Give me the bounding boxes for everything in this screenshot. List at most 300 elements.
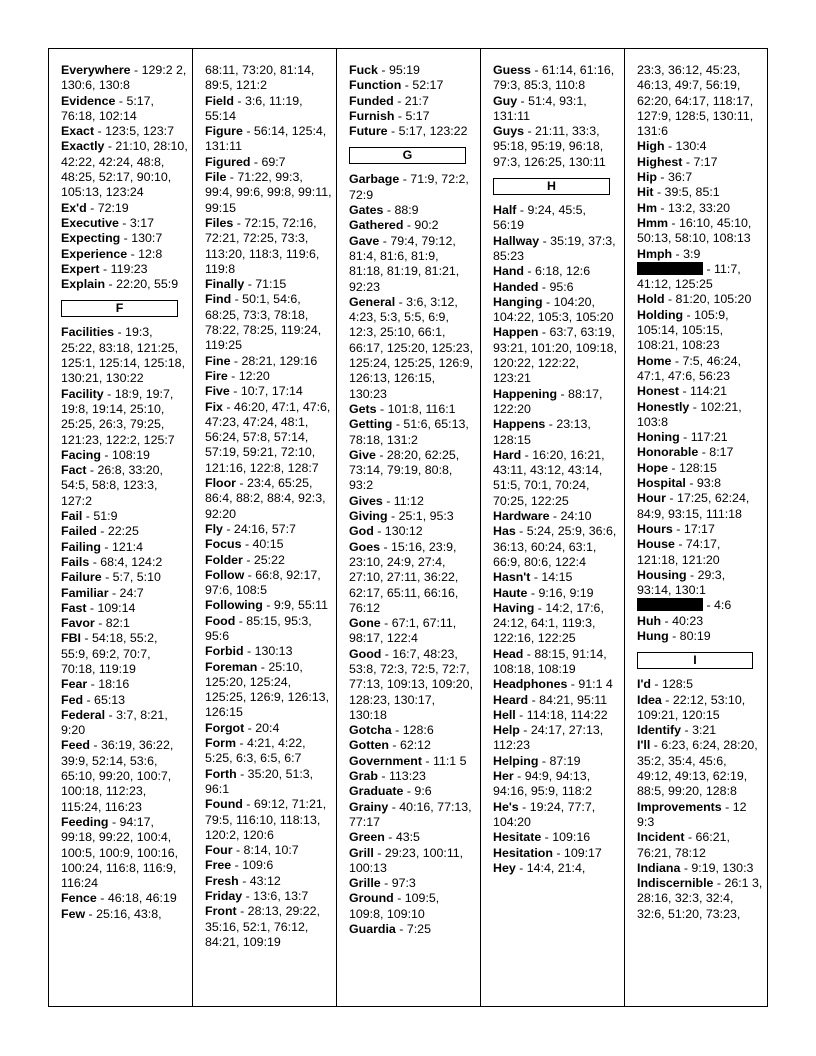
page-line-references: 117:21 — [690, 430, 728, 445]
index-entry: Gone - 67:1, 67:11, 98:17, 122:4 — [349, 616, 457, 646]
index-entry: I'll - 6:23, 6:24, 28:20, 35:2, 35:4, 45:6, 49:12, 49:13, 62:19, 88:5, 99:20, 128:8 — [637, 738, 758, 799]
index-term: Highest — [637, 154, 683, 169]
index-term: I'd — [637, 677, 651, 692]
page-line-references: 109:5, 109:8, 109:10 — [349, 891, 440, 921]
page-line-references: 28:21, 129:16 — [241, 353, 318, 368]
page-line-references: 11:1 5 — [433, 753, 467, 768]
index-term: Honest — [637, 384, 679, 399]
page-line-references: 19:3, 25:22, 83:18, 121:25, 125:1, 125:14, 125:18, 130:21, 130:22 — [61, 325, 186, 386]
index-term: Hand — [493, 264, 524, 279]
page-line-references: 88:17, 122:20 — [493, 386, 603, 416]
page-line-references: 66:21, 76:21, 78:12 — [637, 830, 730, 860]
page-line-references: 128:6 — [402, 723, 434, 738]
page-line-references: 18:16 — [98, 677, 130, 692]
index-entry: Guy - 51:4, 93:1, 131:11 — [493, 93, 587, 123]
index-term: Giving — [349, 509, 388, 524]
page-line-references: 25:10, 125:20, 125:24, 125:25, 126:9, 126:13, 126:15 — [205, 659, 330, 720]
page-line-references: 3:7, 8:21, 9:20 — [61, 707, 168, 738]
index-term: Hesitate — [493, 830, 542, 845]
index-entry: Folder - 25:22 — [205, 552, 285, 567]
index-entry: Fence - 46:18, 46:19 — [61, 891, 177, 906]
page-line-references: 16:20, 16:21, 43:11, 43:12, 43:14, 51:5, 70:1, 70:24, 70:25, 122:25 — [493, 447, 605, 508]
index-entry: Hardware - 24:10 — [493, 509, 592, 524]
index-entry: Everywhere - 129:2 2, 130:6, 130:8 — [61, 63, 187, 93]
index-term: Identify — [637, 723, 682, 738]
index-entry: Front - 28:13, 29:22, 35:16, 52:1, 76:12, 84:21, 109:19 — [205, 904, 321, 949]
index-entry: Files - 72:15, 72:16, 72:21, 72:25, 73:3, 113:20, 118:3, 119:6, 119:8 — [205, 215, 320, 276]
index-entry: FBI - 54:18, 55:2, 55:9, 69:2, 70:7, 70:18, 119:19 — [61, 631, 158, 676]
index-entry: Having - 14:2, 17:6, 24:12, 64:1, 119:3, 122:16, 122:25 — [493, 600, 604, 646]
index-entry: Evidence - 5:17, 76:18, 102:14 — [61, 93, 154, 123]
page-line-references: 114:21 — [690, 384, 727, 399]
index-entry: Incident - 66:21, 76:21, 78:12 — [637, 830, 730, 860]
index-entry: Gotcha - 128:6 — [349, 723, 434, 738]
page-line-references: 119:23 — [110, 261, 148, 276]
page-line-references: 109:6 — [242, 858, 274, 873]
page-line-references: 12:8 — [138, 246, 163, 261]
index-entry: Gets - 101:8, 116:1 — [349, 401, 456, 416]
index-term: Guy — [493, 93, 518, 108]
page-line-references: 5:17, 76:18, 102:14 — [61, 93, 154, 123]
index-term: Explain — [61, 277, 106, 292]
index-term: Foreman — [205, 659, 258, 674]
index-entry: Giving - 25:1, 95:3 — [349, 509, 454, 524]
index-entry: Grainy - 40:16, 77:13, 77:17 — [349, 799, 472, 829]
index-entry: Honestly - 102:21, 103:8 — [637, 399, 742, 429]
index-column-4 — [481, 49, 625, 1006]
index-term: Fact — [61, 463, 87, 478]
index-term: Grille — [349, 876, 381, 891]
index-term: Fast — [61, 600, 87, 615]
index-term: Incident — [637, 830, 685, 845]
index-entry: Help - 24:17, 27:13, 112:23 — [493, 723, 604, 753]
index-column-5 — [625, 49, 767, 1006]
page-line-references: 61:14, 61:16, 79:3, 85:3, 110:8 — [493, 63, 615, 93]
page-line-references: 67:1, 67:11, 98:17, 122:4 — [349, 616, 457, 646]
page-line-references: 109:17 — [563, 845, 602, 860]
page-line-references: 87:19 — [549, 753, 581, 768]
index-entry: House - 74:17, 121:18, 121:20 — [637, 537, 721, 567]
page-line-references: 25:1, 95:3 — [398, 509, 454, 524]
index-term: Finally — [205, 277, 245, 292]
index-term: Favor — [61, 616, 95, 631]
page-line-references: 88:15, 91:14, 108:18, 108:19 — [493, 646, 607, 676]
index-entry: Garbage - 71:9, 72:2, 72:9 — [349, 172, 469, 202]
index-term: Indiscernible — [637, 876, 714, 891]
index-term: Hm — [637, 200, 657, 215]
page-line-references: 22:20, 55:9 — [116, 277, 179, 292]
page-line-references: 69:12, 71:21, 79:5, 116:10, 118:13, 120:2, 120:6 — [205, 797, 327, 842]
index-term: Hope — [637, 460, 668, 475]
page-line-references: 4:21, 4:22, 5:25, 6:3, 6:5, 6:7 — [205, 736, 306, 766]
index-term: General — [349, 294, 396, 309]
page-line-references: 36:19, 36:22, 39:9, 52:14, 53:6, 65:10, 99:20, 100:7, 100:18, 112:23, 115:24, 116:23 — [61, 738, 174, 814]
index-entry: Hesitation - 109:17 — [493, 845, 602, 860]
page-line-references: 130:7 — [131, 231, 163, 246]
page-line-references: 109:14 — [97, 600, 136, 615]
page-line-references: 3:6, 11:19, 55:14 — [205, 93, 303, 123]
index-term: Ground — [349, 891, 394, 906]
index-entry: Figure - 56:14, 125:4, 131:11 — [205, 124, 327, 154]
index-term: Fed — [61, 692, 84, 707]
index-entry: Home - 7:5, 46:24, 47:1, 47:6, 56:23 — [637, 353, 742, 383]
index-entry: Finally - 71:15 — [205, 277, 287, 292]
page-line-references: 40:23 — [672, 613, 704, 628]
index-term: Good — [349, 646, 382, 661]
index-term: Facility — [61, 386, 104, 401]
page-line-references: 82:1 — [105, 616, 130, 631]
page-line-references: 71:15 — [255, 277, 287, 292]
index-term: Furnish — [349, 108, 395, 123]
index-term: Front — [205, 904, 237, 919]
index-entry: Hesitate - 109:16 — [493, 830, 591, 845]
index-term: Happen — [493, 325, 539, 340]
index-term: God — [349, 524, 374, 539]
page-line-references: 104:20, 104:22, 105:3, 105:20 — [493, 294, 614, 325]
page-line-references: 68:4, 124:2 — [100, 554, 163, 569]
letter-section-header: H — [493, 178, 610, 195]
index-entry: Gates - 88:9 — [349, 203, 419, 218]
index-term: Grill — [349, 845, 374, 860]
index-term: Gives — [349, 493, 383, 508]
index-entry: Find - 50:1, 54:6, 68:25, 73:3, 78:18, 78:22, 78:25, 119:24, 119:25 — [205, 292, 322, 353]
index-entry: Holding - 105:9, 105:14, 105:15, 108:21, 108:23 — [637, 307, 729, 353]
index-term: Indiana — [637, 860, 681, 875]
index-entry: Follow - 66:8, 92:17, 97:6, 108:5 — [205, 567, 321, 598]
index-entry: Housing - 29:3, 93:14, 130:1 — [637, 567, 726, 598]
index-term: Help — [493, 723, 520, 738]
index-entry: Hard - 16:20, 16:21, 43:11, 43:12, 43:14, 51:5, 70:1, 70:24, 70:25, 122:25 — [493, 447, 605, 508]
page-line-references: 17:17 — [683, 521, 715, 536]
index-term: Gathered — [349, 218, 404, 233]
page-line-references: 79:4, 79:12, 81:4, 81:6, 81:9, 81:18, 81:19, 81:21, 92:23 — [349, 233, 460, 294]
page-line-references: 88:9 — [394, 203, 419, 218]
page-line-references: 3:9 — [683, 246, 701, 261]
index-term: File — [205, 170, 227, 185]
page-line-references: 7:5, 46:24, 47:1, 47:6, 56:23 — [637, 353, 742, 383]
index-entry: Half - 9:24, 45:5, 56:19 — [493, 203, 586, 233]
page-line-references: 21:7 — [404, 93, 429, 108]
index-term: Hesitation — [493, 845, 553, 860]
index-term: Half — [493, 203, 517, 218]
page-line-references: 130:4 — [675, 139, 707, 154]
index-entry: Grill - 29:23, 100:11, 100:13 — [349, 845, 464, 875]
index-term: Free — [205, 858, 232, 873]
index-entry: Executive - 3:17 — [61, 215, 154, 230]
page-line-references: 22:12, 53:10, 109:21, 120:15 — [637, 692, 746, 722]
page-line-references: 52:17 — [412, 78, 444, 93]
index-entry: Expecting - 130:7 — [61, 231, 163, 246]
index-term: Floor — [205, 476, 236, 491]
page-line-references: 102:21, 103:8 — [637, 399, 742, 429]
page-line-references: 46:18, 46:19 — [107, 891, 177, 906]
index-entry: Head - 88:15, 91:14, 108:18, 108:19 — [493, 646, 607, 676]
page-line-references: 29:3, 93:14, 130:1 — [637, 567, 726, 598]
index-entry: Goes - 15:16, 23:9, 23:10, 24:9, 27:4, 27:10, 27:11, 36:22, 62:17, 65:11, 66:16, 76:12 — [349, 539, 459, 615]
index-term: Function — [349, 78, 402, 93]
index-term: Guys — [493, 124, 524, 139]
page-line-references: 22:25 — [107, 524, 139, 539]
index-term: Housing — [637, 567, 687, 582]
page-line-references: 16:10, 45:10, 50:13, 58:10, 108:13 — [637, 215, 752, 246]
page-line-references: 35:20, 51:3, 96:1 — [205, 766, 314, 796]
page-line-references: 80:19 — [679, 628, 711, 643]
index-entry: Field - 3:6, 11:19, 55:14 — [205, 93, 303, 123]
index-term: Figured — [205, 154, 251, 169]
index-term: Forbid — [205, 644, 244, 659]
page-line-references: 94:17, 99:18, 99:22, 100:4, 100:5, 100:9, 100:16, 100:24, 116:8, 116:9, 116:24 — [61, 814, 179, 891]
page-line-references: 72:19 — [97, 200, 129, 215]
index-entry: Highest - 7:17 — [637, 154, 718, 169]
index-term: Hell — [493, 707, 516, 722]
page-line-references: 28:20, 62:25, 73:14, 79:19, 80:8, 93:2 — [349, 447, 460, 493]
index-term: FBI — [61, 631, 81, 646]
index-term: Hung — [637, 628, 669, 643]
index-entry: Idea - 22:12, 53:10, 109:21, 120:15 — [637, 692, 746, 722]
index-term: Honestly — [637, 399, 690, 414]
index-term: Four — [205, 843, 233, 858]
index-term: Ex'd — [61, 200, 87, 215]
index-entry: Favor - 82:1 — [61, 616, 130, 631]
index-entry: Fed - 65:13 — [61, 692, 126, 707]
index-term: Follow — [205, 567, 245, 582]
index-term: Happens — [493, 417, 546, 432]
index-term: Green — [349, 830, 385, 845]
index-entry: Foreman - 25:10, 125:20, 125:24, 125:25, 126:9, 126:13, 126:15 — [205, 659, 330, 720]
index-entry: Explain - 22:20, 55:9 — [61, 277, 179, 292]
index-entry: Form - 4:21, 4:22, 5:25, 6:3, 6:5, 6:7 — [205, 736, 306, 766]
index-entry: He's - 19:24, 77:7, 104:20 — [493, 799, 596, 829]
page-line-references: 101:8, 116:1 — [387, 401, 456, 416]
index-term: Feed — [61, 738, 90, 753]
index-term: Hanging — [493, 294, 543, 309]
page-line-references: 11:12 — [393, 493, 424, 508]
page-line-references: 12 9:3 — [637, 799, 747, 829]
page-line-references: 114:18, 114:22 — [526, 707, 608, 722]
page-line-references: 39:5, 85:1 — [664, 185, 720, 200]
page-line-references: 72:15, 72:16, 72:21, 72:25, 73:3, 113:20, 118:3, 119:6, 119:8 — [205, 215, 320, 276]
page-line-references: 5:17, 123:22 — [398, 124, 468, 139]
page-line-references: 25:22 — [253, 552, 285, 567]
index-term: Head — [493, 646, 524, 661]
index-term: Fresh — [205, 873, 239, 888]
index-entry: Improvements - 12 9:3 — [637, 799, 747, 829]
index-entry: Hm - 13:2, 33:20 — [637, 200, 730, 215]
page-line-references: 18:9, 19:7, 19:8, 19:14, 25:10, 25:25, 26:3, 79:25, 121:23, 122:2, 125:7 — [61, 386, 175, 447]
index-entry: Hip - 36:7 — [637, 170, 693, 185]
index-term: Facilities — [61, 325, 115, 340]
page-line-references: 113:23 — [388, 769, 426, 784]
redaction-block — [637, 598, 703, 611]
page-line-references: 51:6, 65:13, 78:18, 131:2 — [349, 417, 469, 447]
index-entry: Few - 25:16, 43:8, — [61, 906, 162, 921]
index-term: Form — [205, 736, 236, 751]
page-line-references: 8:17 — [709, 445, 734, 460]
index-term: Helping — [493, 753, 539, 768]
page-line-references: 85:15, 95:3, 95:6 — [205, 613, 312, 643]
index-entry: Hope - 128:15 — [637, 460, 717, 475]
page-line-references: 9:9, 55:11 — [273, 598, 329, 613]
index-entry: Hmph - 3:9 — [637, 246, 701, 261]
index-entry: Indiscernible - 26:1 3, 28:16, 32:3, 32:4, 32:6, 51:20, 73:23, — [637, 876, 763, 921]
page-line-references: 7:17 — [693, 154, 718, 169]
index-term: Having — [493, 600, 535, 615]
page-line-references: 29:23, 100:11, 100:13 — [349, 845, 464, 875]
index-entry: Haute - 9:16, 9:19 — [493, 585, 594, 600]
index-term: Garbage — [349, 172, 400, 187]
index-term: Facing — [61, 447, 101, 462]
page-line-references: 56:14, 125:4, 131:11 — [205, 124, 327, 154]
page-line-references: 23:4, 65:25, 86:4, 88:2, 88:4, 92:3, 92:20 — [205, 476, 326, 521]
page-line-references: 3:21 — [692, 723, 717, 738]
page-line-references: 66:8, 92:17, 97:6, 108:5 — [205, 567, 321, 598]
index-term: Happening — [493, 386, 558, 401]
index-term: Haute — [493, 585, 528, 600]
index-entry: Figured - 69:7 — [205, 154, 286, 169]
index-term: Fence — [61, 891, 97, 906]
index-entry: Hell - 114:18, 114:22 — [493, 707, 608, 722]
index-term: Few — [61, 906, 86, 921]
index-term: Government — [349, 753, 422, 768]
index-term: Improvements — [637, 799, 722, 814]
index-entry: Familiar - 24:7 — [61, 585, 144, 600]
index-page-frame — [48, 48, 768, 1007]
page-line-references: 11:7, 41:12, 125:25 — [637, 261, 741, 292]
page-line-references: 9:16, 9:19 — [538, 585, 594, 600]
page-line-references: 43:5 — [395, 830, 420, 845]
page-line-references: 15:16, 23:9, 23:10, 24:9, 27:4, 27:10, 27:11, 36:22, 62:17, 65:11, 66:16, 76:12 — [349, 539, 459, 615]
index-entry: Facing - 108:19 — [61, 447, 150, 462]
index-entry: Guardia - 7:25 — [349, 922, 431, 937]
index-entry: I'd - 128:5 — [637, 677, 693, 692]
index-term: Fine — [205, 353, 231, 368]
page-line-references: 26:1 3, 28:16, 32:3, 32:4, 32:6, 51:20, 73:23, — [637, 876, 763, 921]
index-entry: - 11:7, 41:12, 125:25 — [637, 261, 741, 292]
page-line-references: 25:16, 43:8, — [96, 906, 162, 921]
index-entry: Ex'd - 72:19 — [61, 200, 129, 215]
index-entry: Failing - 121:4 — [61, 539, 143, 554]
index-term: Future — [349, 124, 388, 139]
index-term: Home — [637, 353, 672, 368]
index-entry — [205, 63, 332, 94]
index-entry: Gave - 79:4, 79:12, 81:4, 81:6, 81:9, 81:18, 81:19, 81:21, 92:23 — [349, 233, 460, 294]
index-term: Fuck — [349, 63, 378, 77]
index-entry: Honorable - 8:17 — [637, 445, 734, 460]
index-term: Hold — [637, 292, 665, 307]
page-line-references: 10:7, 17:14 — [240, 384, 303, 399]
index-entry: Hallway - 35:19, 37:3, 85:23 — [493, 233, 616, 263]
page-line-references: 97:3 — [391, 876, 416, 891]
index-entry: Government - 11:1 5 — [349, 753, 467, 768]
index-term: Hmph — [637, 246, 673, 261]
index-term: Gotcha — [349, 723, 392, 738]
index-entry: Exact - 123:5, 123:7 — [61, 124, 174, 139]
letter-section-header: I — [637, 652, 753, 669]
index-entry: Fix - 46:20, 47:1, 47:6, 47:23, 47:24, 48:1, 56:24, 57:8, 57:14, 57:19, 59:21, 72:10, 121:16, 122:8, 128:7 — [205, 399, 331, 475]
index-term: Forth — [205, 766, 237, 781]
page-line-references: 28:13, 29:22, 35:16, 52:1, 76:12, 84:21, 109:19 — [205, 904, 321, 949]
index-term: Fail — [61, 509, 83, 524]
index-entry: Helping - 87:19 — [493, 753, 581, 768]
index-entry: Gathered - 90:2 — [349, 218, 439, 233]
index-entry: Handed - 95:6 — [493, 279, 574, 294]
page-line-references: 5:17 — [405, 108, 430, 123]
index-entry: Fly - 24:16, 57:7 — [205, 521, 296, 536]
index-entry: Fast - 109:14 — [61, 600, 136, 615]
index-term: Her — [493, 769, 514, 784]
index-entry: Graduate - 9:6 — [349, 784, 432, 799]
index-term: Heard — [493, 692, 529, 707]
page-line-references: 14:2, 17:6, 24:12, 64:1, 119:3, 122:16, 122:25 — [493, 600, 604, 646]
page-line-references: 8:14, 10:7 — [243, 843, 299, 858]
index-term: Handed — [493, 279, 539, 294]
index-term: Huh — [637, 613, 662, 628]
index-entry: Heard - 84:21, 95:11 — [493, 692, 608, 707]
index-term: Hip — [637, 170, 657, 185]
index-entry — [637, 63, 763, 139]
index-entry: Happen - 63:7, 63:19, 93:21, 101:20, 109:18, 120:22, 122:22, 123:21 — [493, 325, 618, 386]
page-line-references: 91:1 4 — [578, 677, 613, 692]
index-entry: Grille - 97:3 — [349, 876, 416, 891]
index-term: Hospital — [637, 476, 686, 491]
index-term: Fails — [61, 554, 90, 569]
page-line-references: 7:25 — [406, 922, 431, 937]
page-line-references: 74:17, 121:18, 121:20 — [637, 537, 721, 567]
page-line-references: 65:13 — [94, 692, 126, 707]
index-entry: Good - 16:7, 48:23, 53:8, 72:3, 72:5, 72:7, 77:13, 109:13, 109:20, 128:23, 130:17, 130:18 — [349, 646, 474, 722]
index-term: Forgot — [205, 720, 245, 735]
index-entry: Food - 85:15, 95:3, 95:6 — [205, 613, 312, 643]
index-term: Hmm — [637, 215, 668, 230]
index-entry: Future - 5:17, 123:22 — [349, 124, 468, 139]
index-entry: Hours - 17:17 — [637, 521, 715, 536]
index-entry: Hung - 80:19 — [637, 628, 711, 643]
index-term: Everywhere — [61, 63, 131, 77]
index-entry: Has - 5:24, 25:9, 36:6, 36:13, 60:24, 63:1, 66:9, 80:6, 122:4 — [493, 524, 617, 569]
index-entry: Guys - 21:11, 33:3, 95:18, 95:19, 96:18, 97:3, 126:25, 130:11 — [493, 124, 606, 169]
index-entry: Honest - 114:21 — [637, 384, 727, 399]
index-entry: Headphones - 91:1 4 — [493, 677, 613, 692]
index-term: I'll — [637, 738, 651, 753]
index-entry: God - 130:12 — [349, 524, 423, 539]
page-line-references: 129:2 2, 130:6, 130:8 — [61, 63, 187, 93]
page-line-references: 84:21, 95:11 — [539, 692, 608, 707]
page-line-references: 14:15 — [541, 570, 573, 585]
index-term: Hours — [637, 521, 673, 536]
page-line-references: 43:12 — [249, 873, 281, 888]
page-line-references: 54:18, 55:2, 55:9, 69:2, 70:7, 70:18, 119:19 — [61, 631, 158, 676]
index-entry: Ground - 109:5, 109:8, 109:10 — [349, 891, 440, 921]
index-term: Expecting — [61, 231, 121, 246]
index-column-3 — [337, 49, 481, 1006]
index-entry: Facility - 18:9, 19:7, 19:8, 19:14, 25:10, 25:25, 26:3, 79:25, 121:23, 122:2, 125:7 — [61, 386, 175, 447]
page-line-references: 24:7 — [119, 585, 144, 600]
page-line-references: 21:10, 28:10, 42:22, 42:24, 48:8, 48:25, 52:17, 90:10, 105:13, 123:24 — [61, 139, 188, 200]
index-entry: Experience - 12:8 — [61, 246, 163, 261]
page-line-references: 17:25, 62:24, 84:9, 93:15, 111:18 — [637, 491, 750, 521]
index-entry: Free - 109:6 — [205, 858, 274, 873]
page-line-references: 95:19 — [388, 63, 420, 77]
page-line-references: 20:4 — [255, 720, 280, 735]
page-line-references: 26:8, 33:20, 54:5, 58:8, 123:3, 127:2 — [61, 463, 163, 508]
index-entry: Huh - 40:23 — [637, 613, 704, 628]
index-entry: Furnish - 5:17 — [349, 108, 430, 123]
page-line-references: 128:15 — [679, 460, 717, 475]
index-entry: Happening - 88:17, 122:20 — [493, 386, 603, 416]
index-term: Familiar — [61, 585, 109, 600]
index-term: Executive — [61, 215, 119, 230]
index-entry: Hospital - 93:8 — [637, 476, 722, 491]
